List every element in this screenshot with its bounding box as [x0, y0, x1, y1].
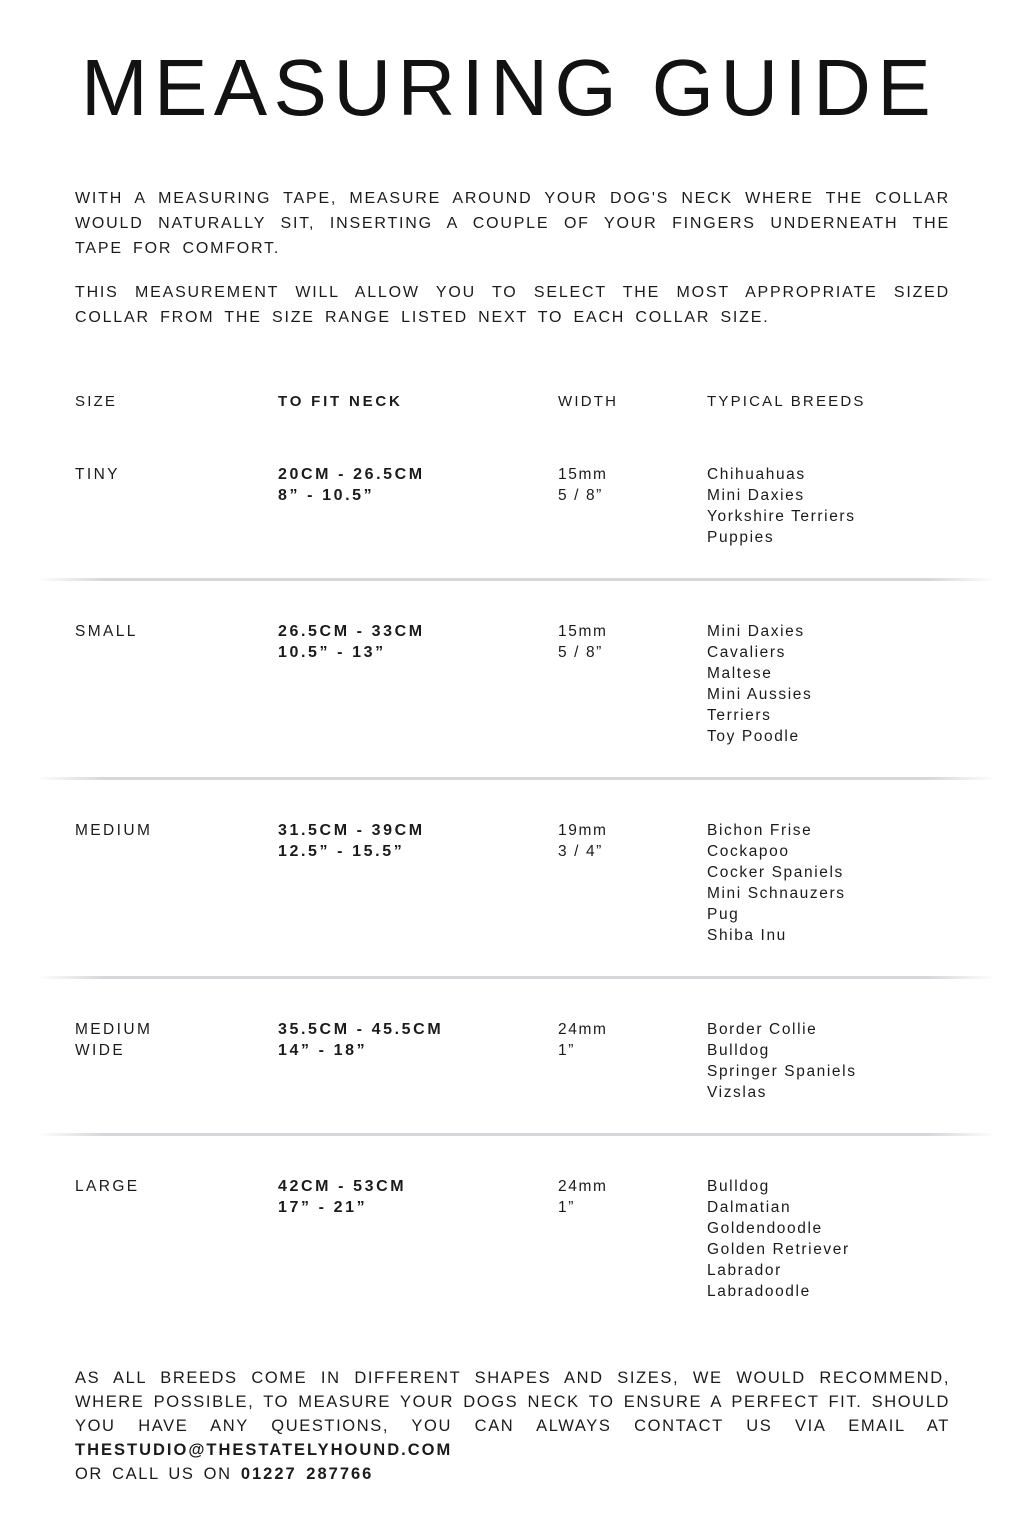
row-divider [37, 777, 996, 780]
neck-range-in: 10.5” - 13” [278, 644, 386, 661]
breed-name: Chihuahuas [707, 466, 806, 483]
column-header-width: WIDTH [558, 393, 619, 410]
neck-range-in: 12.5” - 15.5” [278, 843, 405, 860]
breed-name: Mini Daxies [707, 623, 805, 640]
intro-paragraph-2: THIS MEASUREMENT WILL ALLOW YOU TO SELECT THE MOST APPROPRIATE SIZED COLLAR FROM THE SIZE RANGE LISTED NEXT TO EACH COLLAR SIZE. [75, 284, 950, 326]
size-cell [75, 464, 278, 548]
size-row-medium-wide [75, 1019, 950, 1103]
width-mm: 24mm [558, 1178, 608, 1195]
breed-name: Border Collie [707, 1021, 818, 1038]
breed-name: Shiba Inu [707, 927, 787, 944]
width-cell [558, 464, 707, 548]
breed-name: Cockapoo [707, 843, 790, 860]
size-row-tiny [75, 464, 950, 548]
breed-name: Toy Poodle [707, 728, 800, 745]
contact-phone: 01227 287766 [240, 1465, 374, 1483]
breed-name: Bulldog [707, 1042, 770, 1059]
size-label: MEDIUM [75, 822, 153, 839]
breed-name: Yorkshire Terriers [707, 508, 856, 525]
neck-range-in: 8” - 10.5” [278, 487, 375, 504]
breed-name: Pug [707, 906, 740, 923]
breed-name: Dalmatian [707, 1199, 792, 1216]
size-label: WIDE [75, 1042, 126, 1059]
size-label: LARGE [75, 1178, 140, 1195]
neck-range-cm: 35.5CM - 45.5CM [278, 1021, 444, 1038]
width-cell [558, 820, 707, 946]
neck-range-cm: 20CM - 26.5CM [278, 466, 425, 483]
size-cell [75, 820, 278, 946]
size-table-header [75, 392, 950, 412]
width-mm: 15mm [558, 466, 608, 483]
width-mm: 15mm [558, 623, 608, 640]
size-row-large [75, 1176, 950, 1302]
breed-name: Mini Aussies [707, 686, 813, 703]
footer-phone-prefix: OR CALL US ON [75, 1465, 241, 1483]
breed-name: Terriers [707, 707, 772, 724]
width-mm: 24mm [558, 1021, 608, 1038]
neck-range-cm: 26.5CM - 33CM [278, 623, 425, 640]
row-divider [37, 578, 996, 581]
row-divider [37, 1133, 996, 1136]
neck-range-cm: 31.5CM - 39CM [278, 822, 425, 839]
neck-cell [278, 820, 558, 946]
breed-name: Maltese [707, 665, 773, 682]
breeds-cell [707, 1176, 950, 1302]
page-title: MEASURING GUIDE [81, 43, 938, 132]
neck-cell [278, 1176, 558, 1302]
size-label: MEDIUM [75, 1021, 153, 1038]
breed-name: Cocker Spaniels [707, 864, 844, 881]
breeds-cell [707, 464, 950, 548]
footer-contact-note [75, 1366, 950, 1486]
breed-name: Cavaliers [707, 644, 787, 661]
breed-name: Golden Retriever [707, 1241, 850, 1258]
neck-cell [278, 621, 558, 747]
width-in: 5 / 8” [558, 644, 603, 661]
size-cell [75, 1176, 278, 1302]
breed-name: Labrador [707, 1262, 782, 1279]
breeds-cell [707, 820, 950, 946]
breed-name: Mini Schnauzers [707, 885, 846, 902]
breed-name: Puppies [707, 529, 775, 546]
width-in: 3 / 4” [558, 843, 603, 860]
size-label: TINY [75, 466, 120, 483]
size-label: SMALL [75, 623, 138, 640]
size-cell [75, 621, 278, 747]
size-row-medium [75, 820, 950, 946]
breed-name: Springer Spaniels [707, 1063, 857, 1080]
neck-range-in: 17” - 21” [278, 1199, 368, 1216]
width-cell [558, 1019, 707, 1103]
breed-name: Labradoodle [707, 1283, 811, 1300]
breed-name: Bichon Frise [707, 822, 813, 839]
column-header-size: SIZE [75, 393, 118, 410]
neck-range-cm: 42CM - 53CM [278, 1178, 407, 1195]
breed-name: Vizslas [707, 1084, 768, 1101]
size-row-small [75, 621, 950, 747]
column-header-to-fit-neck: TO FIT NECK [278, 393, 403, 410]
size-cell [75, 1019, 278, 1103]
neck-cell [278, 1019, 558, 1103]
breed-name: Mini Daxies [707, 487, 805, 504]
neck-range-in: 14” - 18” [278, 1042, 368, 1059]
width-in: 5 / 8” [558, 487, 603, 504]
column-header-typical-breeds: TYPICAL BREEDS [707, 393, 866, 410]
width-cell [558, 1176, 707, 1302]
width-in: 1” [558, 1042, 575, 1059]
footer-text: AS ALL BREEDS COME IN DIFFERENT SHAPES AND SIZES, WE WOULD RECOMMEND, WHERE POSSIBLE, TO MEASURE YOUR DOGS NECK TO ENSURE A PERFECT FIT. SHOULD YOU HAVE ANY QUESTIONS, YOU CAN ALWAYS CONTACT US VIA EMAIL AT [75, 1369, 950, 1435]
width-mm: 19mm [558, 822, 608, 839]
neck-cell [278, 464, 558, 548]
intro-paragraph-1: WITH A MEASURING TAPE, MEASURE AROUND YOUR DOG'S NECK WHERE THE COLLAR WOULD NATURALLY SIT, INSERTING A COUPLE OF YOUR FINGERS UNDERNEATH THE TAPE FOR COMFORT. [75, 190, 950, 257]
contact-email: THESTUDIO@THESTATELYHOUND.COM [75, 1441, 453, 1459]
width-cell [558, 621, 707, 747]
breeds-cell [707, 621, 950, 747]
row-divider [37, 976, 996, 979]
breed-name: Goldendoodle [707, 1220, 823, 1237]
breeds-cell [707, 1019, 950, 1103]
breed-name: Bulldog [707, 1178, 770, 1195]
width-in: 1” [558, 1199, 575, 1216]
